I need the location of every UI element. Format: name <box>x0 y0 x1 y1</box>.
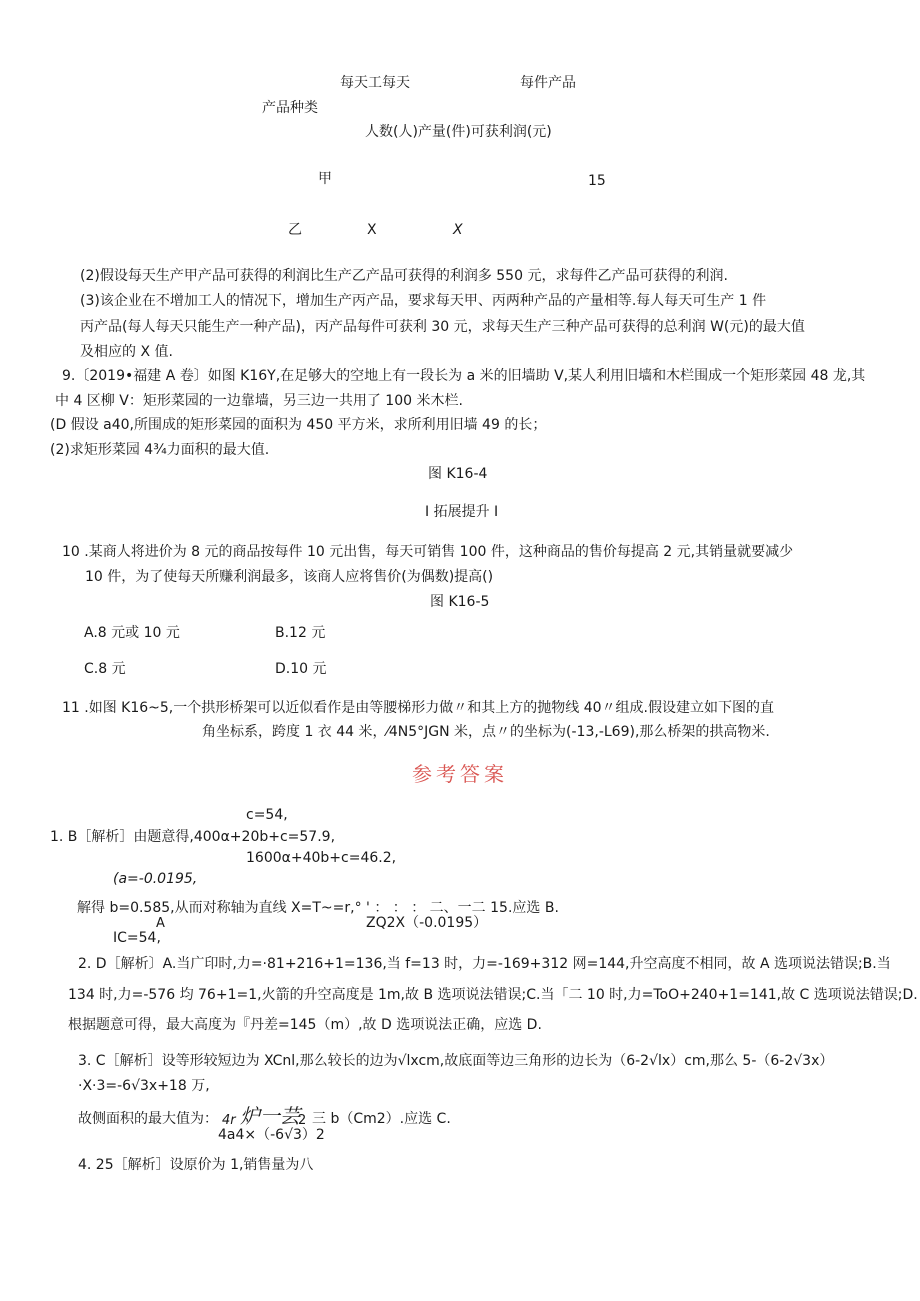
table-row2-val1: X <box>367 222 377 238</box>
a3-frac-big: 炉一芸 <box>240 1104 300 1128</box>
a4-line1: 4. 25［解析］设原价为 1,销售量为八 <box>78 1157 314 1173</box>
q10-option-d: D.10 元 <box>275 661 327 677</box>
q10-line1: 10 .某商人将进价为 8 元的商品按每件 10 元出售，每天可销售 100 件，这种商品的售价每提高 2 元,其销量就要减少 <box>62 544 794 560</box>
table-row1-name: 甲 <box>318 171 332 187</box>
a1-line1: 1. B［解析］由题意得,400α+20b+c=57.9, <box>50 829 336 845</box>
a2-line2: 134 时,力=-576 均 76+1=1,火箭的升空高度是 1m,故 B 选项说法错误;C.当「二 10 时,力=ToO+240+1=141,故 C 选项说法错误;D. <box>68 987 918 1003</box>
q10-option-b: B.12 元 <box>275 625 326 641</box>
a3-line4: 4a4×（-6√3）2 <box>218 1127 325 1143</box>
a2-line1: 2. D［解析〕A.当广印时,力=·81+216+1=136,当 f=13 时，力=-169+312 网=144,升空高度不相同，故 A 选项说法错误;B.当 <box>78 956 891 972</box>
a1-line4: 解得 b=0.585,从而对称轴为直线 X=T~=r,° ' ： ： ： 二、一二 15.应选 B. <box>77 900 559 916</box>
q8-part3-line1: (3)该企业在不增加工人的情况下，增加生产丙产品，要求每天甲、丙两种产品的产量相等.每人每天可生产 1 件 <box>80 293 767 309</box>
section-heading-extension: I 拓展提升 I <box>425 504 499 520</box>
a1-denominator: ZQ2X（-0.0195） <box>366 915 488 931</box>
q9-figure-caption: 图 K16-4 <box>428 466 488 482</box>
a3-frac-small: 4r <box>222 1113 236 1128</box>
a3-line2: ·X·3=-6√3x+18 万, <box>78 1078 210 1094</box>
table-header-product-type: 产品种类 <box>262 100 318 116</box>
q9-line1: 9.〔2019•福建 A 卷〕如图 K16Y,在足够大的空地上有一段长为 a 米的旧墙助 V,某人利用旧墙和木栏围成一个矩形菜园 48 龙,其 <box>62 368 866 384</box>
a1-sub-a: A <box>156 916 165 931</box>
a1-line3: (a=-0.0195, <box>113 871 198 887</box>
a1-line2: 1600α+40b+c=46.2, <box>246 850 397 866</box>
q10-option-c: C.8 元 <box>84 661 126 677</box>
a1-c-value: c=54, <box>246 807 288 823</box>
a3-line1: 3. C［解析］设等形较短边为 XCnl,那么较长的边为√lxcm,故底面等边三角形的边长为（6-2√lx）cm,那么 5-（6-2√3x） <box>78 1053 834 1069</box>
a2-line3: 根据题意可得，最大高度为『丹差=145（m）,故 D 选项说法正确，应选 D. <box>68 1017 542 1033</box>
table-row2-name: 乙 <box>288 222 302 238</box>
q9-line3: (D 假设 a40,所围成的矩形菜园的面积为 450 平方米，求所利用旧墙 49 的长； <box>50 417 547 433</box>
q10-figure-caption: 图 K16-5 <box>430 594 490 610</box>
q10-option-a: A.8 元或 10 元 <box>84 625 180 641</box>
q9-line2: 中 4 区柳 V：矩形菜园的一边靠墙，另三边一共用了 100 米木栏. <box>55 393 463 409</box>
table-header-profit: 每件产品 <box>520 75 576 91</box>
a1-line5: IC=54, <box>113 930 161 946</box>
a3-frac-tail: 2 <box>298 1113 307 1128</box>
answers-title: 参考答案 <box>412 762 508 786</box>
a3-line3-suffix: 三 b（Cm2）.应选 C. <box>312 1111 451 1127</box>
a3-line3-prefix: 故侧面积的最大值为： <box>78 1111 218 1127</box>
table-header-workers: 每天工每天 <box>340 75 410 91</box>
q9-line4: (2)求矩形菜园 4¾力面积的最大值. <box>50 442 270 458</box>
table-row1-value: 15 <box>588 173 606 189</box>
table-header-units: 人数(人)产量(件)可获利润(元) <box>365 124 552 140</box>
q8-part3-line2: 丙产品(每人每天只能生产一种产品)，丙产品每件可获利 30 元，求每天生产三种产品可获得的总利润 W(元)的最大值 <box>80 319 805 335</box>
q8-part2: (2)假设每天生产甲产品可获得的利润比生产乙产品可获得的利润多 550 元，求每件乙产品可获得的利润. <box>80 268 728 284</box>
q11-line1: 11 .如图 K16~5,一个拱形桥架可以近似看作是由等腰梯形力做〃和其上方的抛物线 40〃组成.假设建立如下图的直 <box>62 700 774 716</box>
q8-part3-line3: 及相应的 X 值. <box>80 344 173 360</box>
table-row2-val2: X <box>453 222 463 238</box>
q10-line2: 10 件，为了使每天所赚利润最多，该商人应将售价(为偶数)提高() <box>85 569 494 585</box>
q11-line2: 角坐标系，跨度 1 衣 44 米，⁄4N5°JGN 米，点〃的坐标为(-13,-L69),那么桥架的拱高物米. <box>202 724 770 740</box>
